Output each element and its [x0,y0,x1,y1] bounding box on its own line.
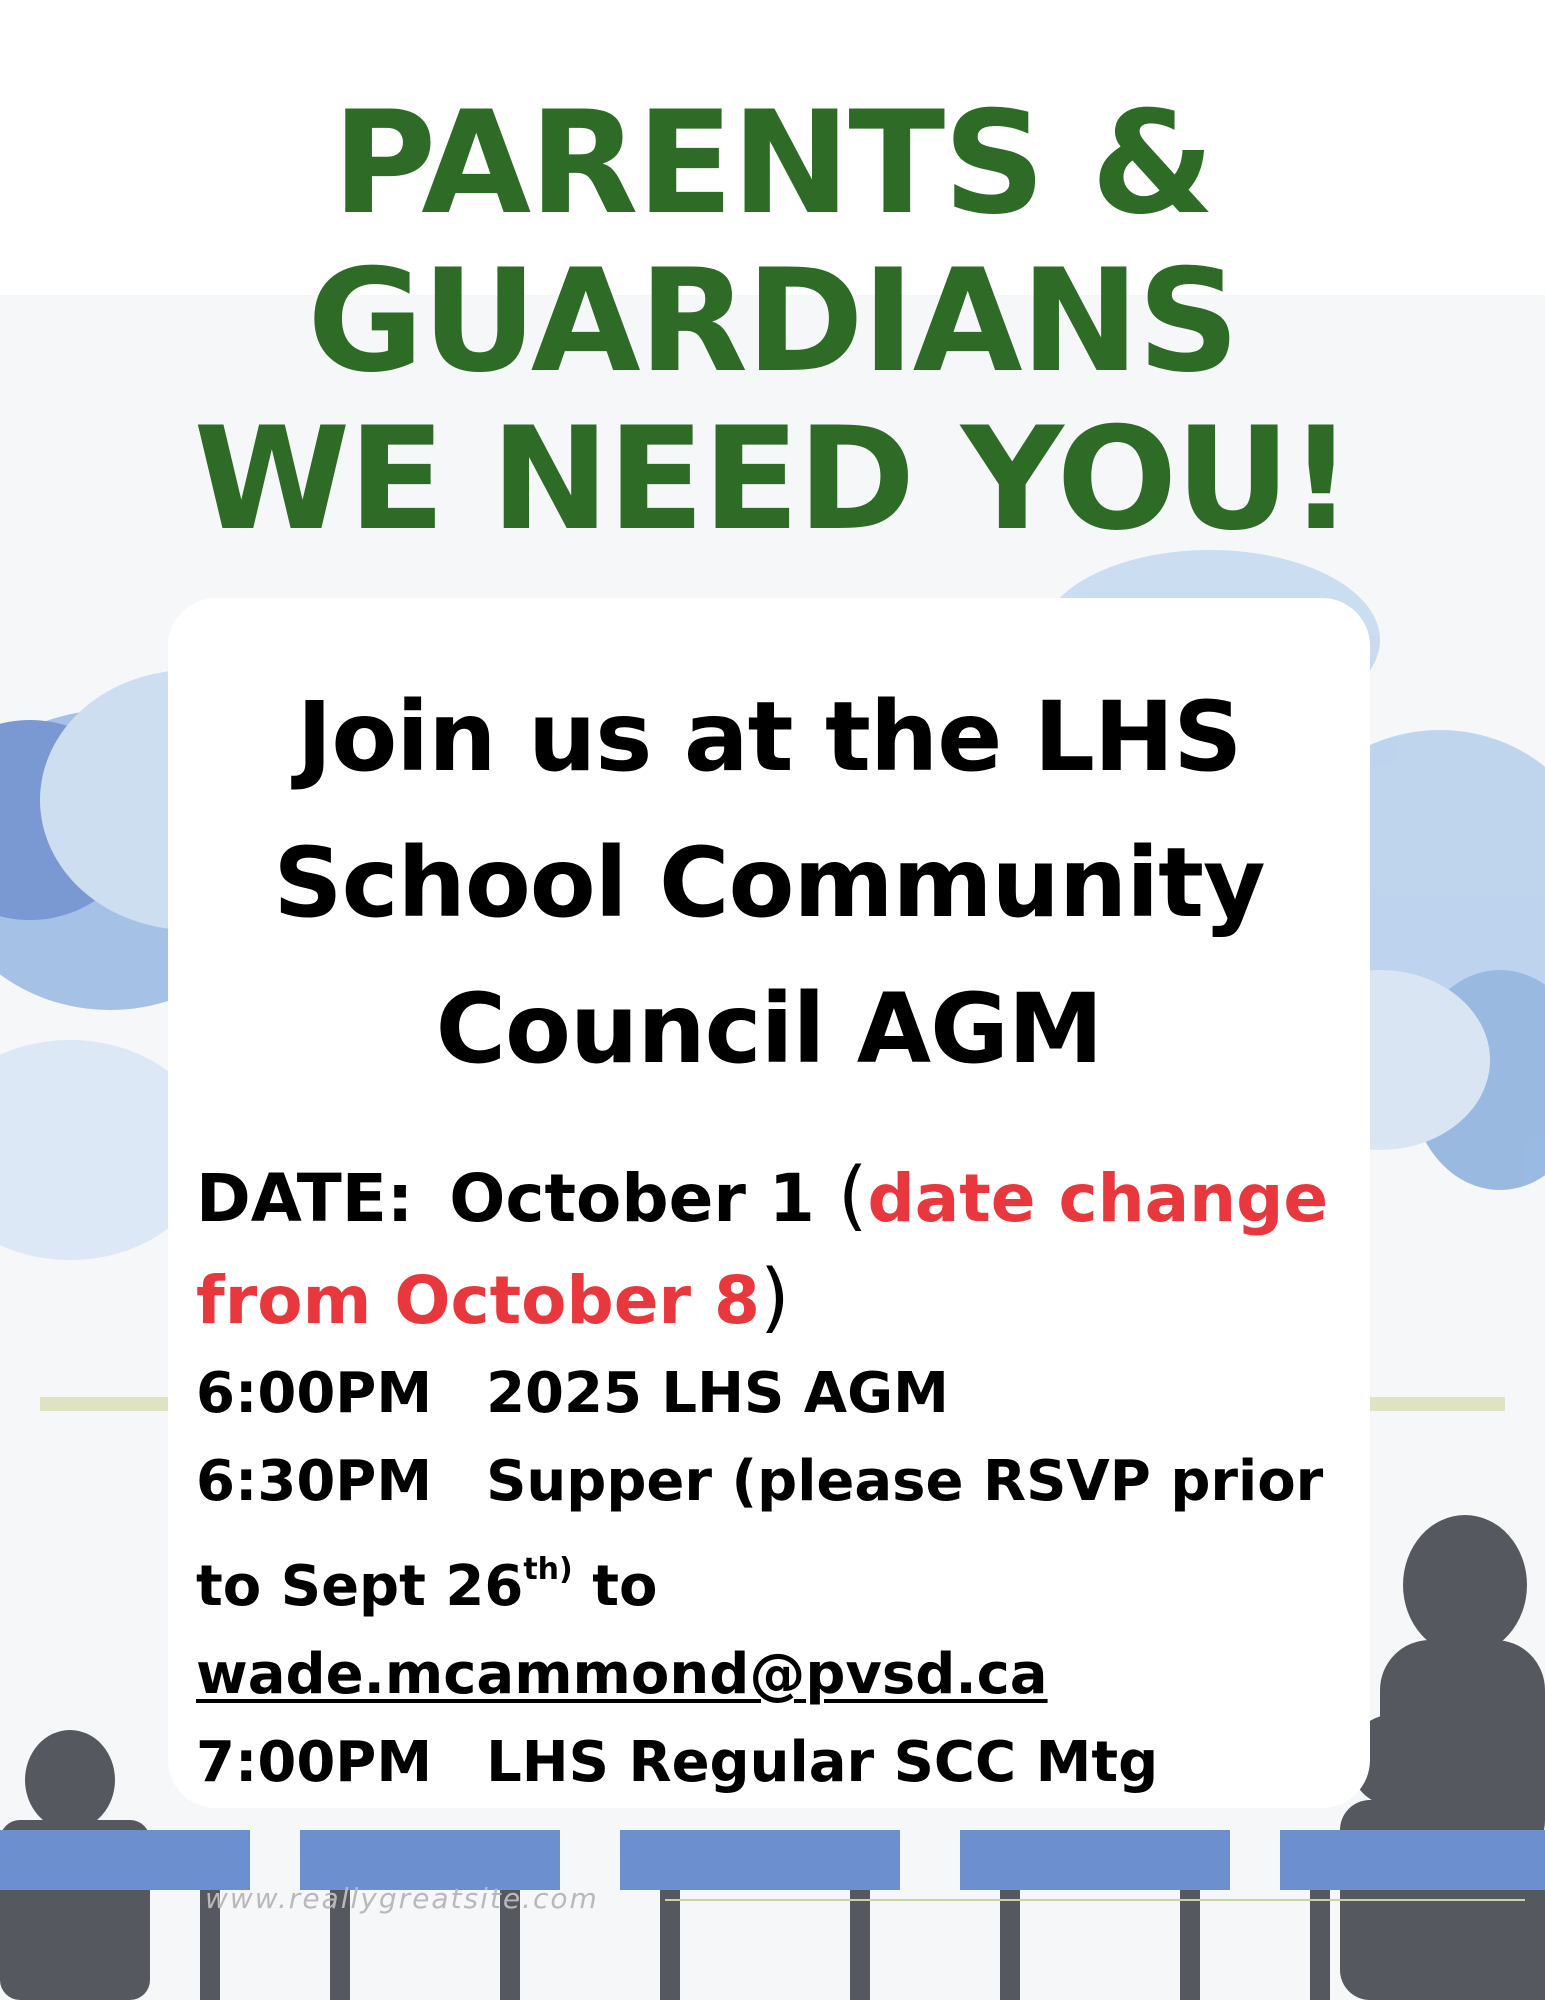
chair-leg [1310,1890,1330,2000]
chair-leg [660,1890,680,2000]
schedule-item [196,1719,1356,1807]
schedule-description: Supper (please RSVP prior [486,1449,1324,1514]
schedule-description: LHS Regular SCC Mtg [486,1730,1159,1795]
footer-divider [665,1899,1525,1901]
schedule-description-continued: to [572,1554,658,1619]
chair [300,1830,560,1890]
card-title [168,664,1370,1102]
schedule-description: 2025 LHS AGM [486,1361,949,1426]
chair-leg [40,1890,60,2000]
chair [0,1830,250,1890]
info-card [168,598,1370,1808]
date-change-note-continued: from October 8 [196,1262,760,1339]
superscript: th) [523,1552,573,1587]
silhouette [1370,1880,1545,2000]
silhouette [25,1730,115,1830]
silhouette [1403,1515,1527,1655]
chair [620,1830,900,1890]
date-line-continued [196,1248,1356,1350]
schedule-item [196,1438,1356,1526]
chair [1280,1830,1545,1890]
event-details [196,1146,1356,1807]
schedule-description-continued: to Sept 26 [196,1554,524,1619]
schedule-item-continued [196,1526,1356,1631]
chair-leg [1000,1890,1020,2000]
chairs [0,1830,1545,1890]
headline-line: WE NEED YOU! [193,397,1352,562]
chair-leg [850,1890,870,2000]
headline-line: PARENTS & [332,81,1213,246]
schedule-item [196,1350,1356,1438]
rsvp-email-link[interactable]: wade.mcammond@pvsd.ca [196,1642,1048,1707]
card-title-line: Council AGM [435,973,1103,1085]
rsvp-email-line [196,1631,1356,1719]
date-label: DATE: [196,1160,414,1237]
headline-line: GUARDIANS [307,239,1238,404]
close-paren: ) [759,1252,790,1341]
open-paren: ( [837,1150,868,1239]
schedule-time: 7:00PM [196,1730,433,1795]
chair-leg [1180,1890,1200,2000]
card-title-line: School Community [273,827,1265,939]
card-title-line: Join us at the LHS [296,681,1242,793]
website-text: www.reallygreatsite.com [205,1882,599,1915]
date-value: October 1 [449,1160,815,1237]
schedule-time: 6:00PM [196,1361,433,1426]
schedule-time: 6:30PM [196,1449,433,1514]
date-line [196,1146,1356,1248]
headline [0,81,1545,562]
date-change-note: date change [867,1160,1329,1237]
chair [960,1830,1230,1890]
